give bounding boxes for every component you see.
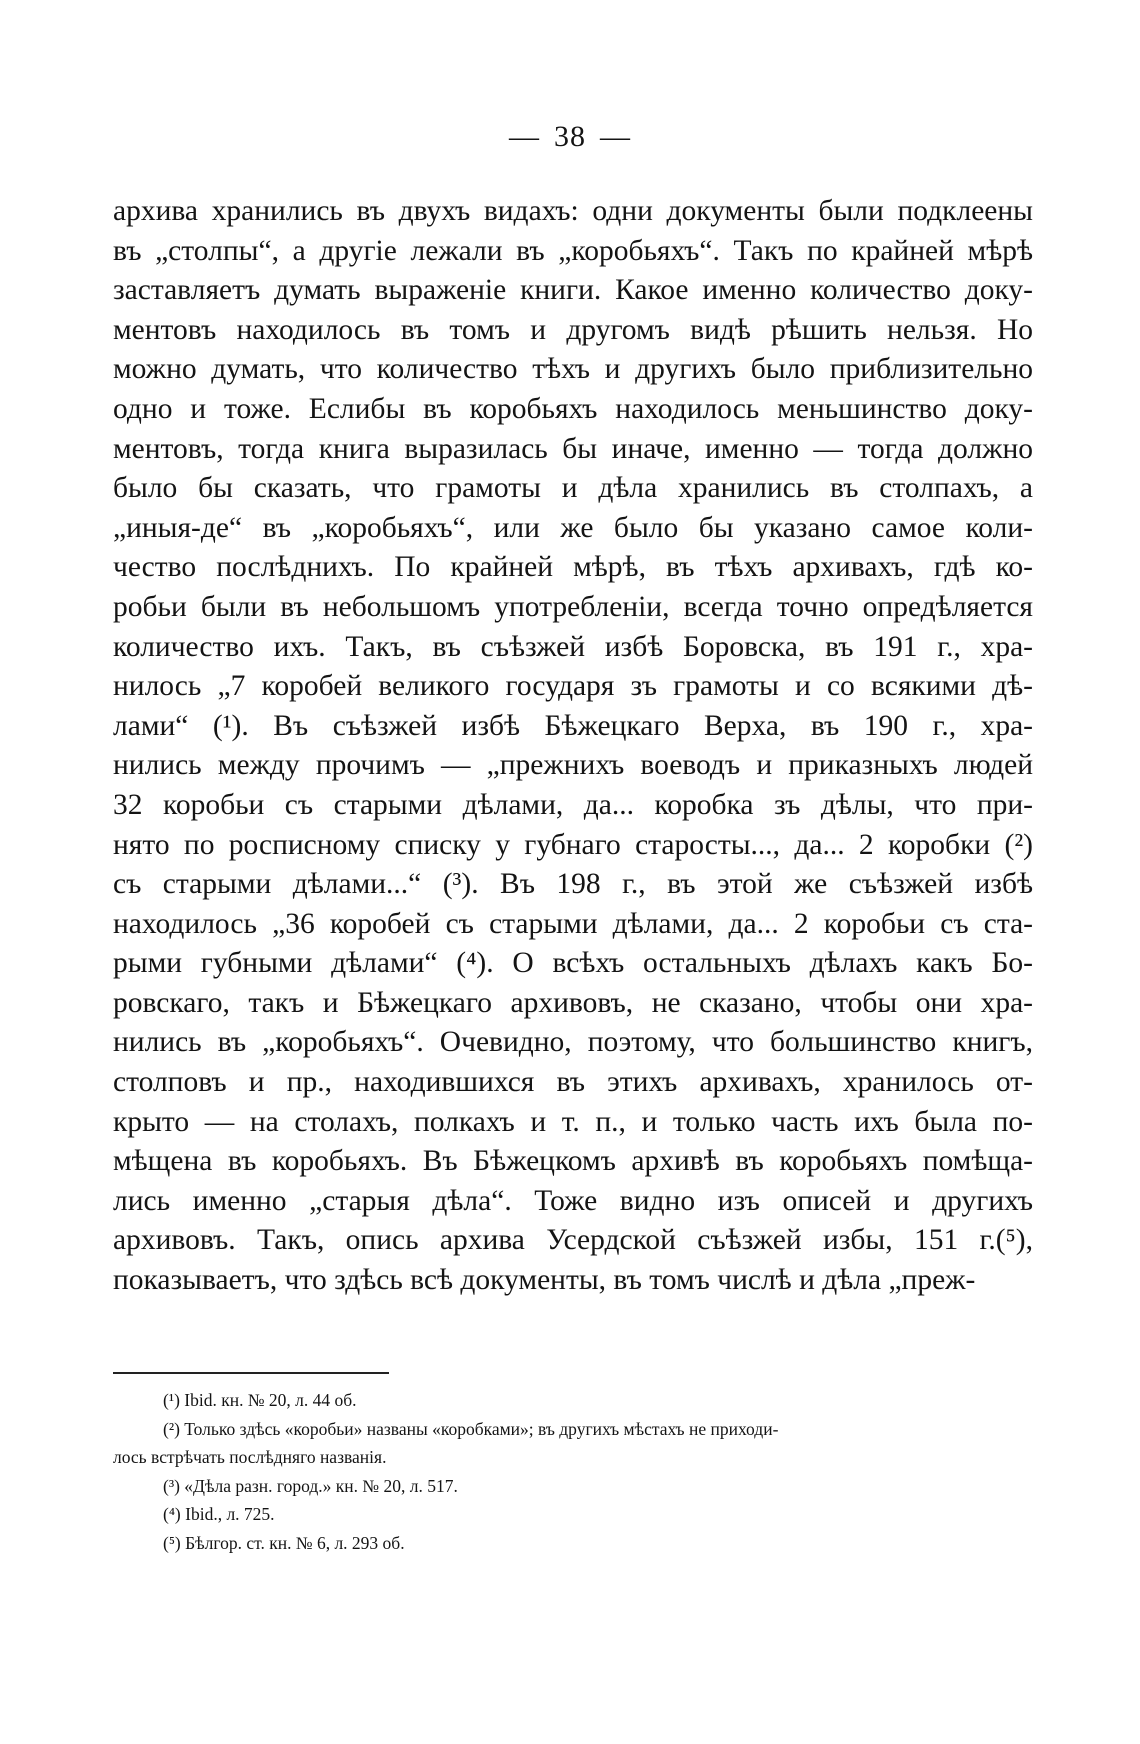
header-dash-left: — <box>509 120 540 153</box>
body-line: нилось „7 коробей великого государя зъ грамоты и со всякими дѣ- <box>113 670 1033 703</box>
body-line: нились въ „коробьяхъ“. Очевидно, поэтому, что большинство книгъ, <box>113 1026 1033 1059</box>
body-line: архивовъ. Такъ, опись архива Усердской съѣзжей избы, 151 г.(⁵), <box>113 1224 1033 1257</box>
footnote-2: (²) Только здѣсь «коробьи» названы «коробками»; въ другихъ мѣстахъ не приходи- <box>163 1418 779 1439</box>
body-line: мѣщена въ коробьяхъ. Въ Бѣжецкомъ архивѣ въ коробьяхъ помѣща- <box>113 1145 1033 1178</box>
body-line: ровскаго, такъ и Бѣжецкаго архивовъ, не сказано, чтобы они хра- <box>113 986 1033 1019</box>
body-line: въ „столпы“, а другіе лежали въ „коробьяхъ“. Такъ по крайней мѣрѣ <box>113 234 1033 267</box>
body-line: нились между прочимъ — „прежнихъ воеводъ и приказныхъ людей <box>113 749 1033 782</box>
body-line: „иныя-де“ въ „коробьяхъ“, или же было бы указано самое коли- <box>113 511 1033 544</box>
body-line: чество послѣднихъ. По крайней мѣрѣ, въ тѣхъ архивахъ, гдѣ ко- <box>113 551 1033 584</box>
body-line: лись именно „старыя дѣла“. Тоже видно изъ описей и другихъ <box>113 1184 1033 1217</box>
body-line: столповъ и пр., находившихся въ этихъ архивахъ, хранилось от- <box>113 1066 1033 1099</box>
header-dash-right: — <box>600 120 631 153</box>
footnotes <box>113 1386 1033 1558</box>
body-line: съ старыми дѣлами...“ (³). Въ 198 г., въ этой же съѣзжей избѣ <box>113 868 1033 901</box>
body-line: робьи были въ небольшомъ употребленіи, всегда точно опредѣляется <box>113 590 1033 623</box>
body-line-last: показываетъ, что здѣсь всѣ документы, въ томъ числѣ и дѣла „преж- <box>113 1264 976 1297</box>
body-line: можно думать, что количество тѣхъ и другихъ было приблизительно <box>113 353 1033 386</box>
body-line: заставляетъ думать выраженіе книги. Какое именно количество доку- <box>113 274 1033 307</box>
body-line: находилось „36 коробей съ старыми дѣлами, да... 2 коробьи съ ста- <box>113 907 1033 940</box>
page-number: 38 <box>554 120 586 153</box>
footnote-4: (⁴) Ibid., л. 725. <box>163 1504 275 1525</box>
body-line: ментовъ, тогда книга выразилась бы иначе, именно — тогда должно <box>113 432 1033 465</box>
body-line: нято по росписному списку у губнаго старосты..., да... 2 коробки (²) <box>113 828 1033 861</box>
body-line: одно и тоже. Еслибы въ коробьяхъ находилось меньшинство доку- <box>113 392 1033 425</box>
footnote-5: (⁵) Бѣлгор. ст. кн. № 6, л. 293 об. <box>163 1532 405 1553</box>
body-line: было бы сказать, что грамоты и дѣла хранились въ столпахъ, а <box>113 472 1033 505</box>
body-text <box>113 192 1033 1301</box>
footnote-2-continuation: лось встрѣчать послѣдняго названія. <box>113 1447 387 1468</box>
body-line: крыто — на столахъ, полкахъ и т. п., и только часть ихъ была по- <box>113 1105 1033 1138</box>
body-line: количество ихъ. Такъ, въ съѣзжей избѣ Боровска, въ 191 г., хра- <box>113 630 1033 663</box>
page-header <box>0 120 1140 154</box>
footnote-3: (³) «Дѣла разн. город.» кн. № 20, л. 517. <box>163 1475 458 1496</box>
body-line: ментовъ находилось въ томъ и другомъ видѣ рѣшить нельзя. Но <box>113 313 1033 346</box>
body-line: лами“ (¹). Въ съѣзжей избѣ Бѣжецкаго Верха, въ 190 г., хра- <box>113 709 1033 742</box>
body-line: 32 коробьи съ старыми дѣлами, да... коробка зъ дѣлы, что при- <box>113 788 1033 821</box>
body-line: рыми губными дѣлами“ (⁴). О всѣхъ остальныхъ дѣлахъ какъ Бо- <box>113 947 1033 980</box>
footnote-1: (¹) Ibid. кн. № 20, л. 44 об. <box>163 1390 357 1410</box>
footnote-divider <box>113 1372 389 1374</box>
body-line: архива хранились въ двухъ видахъ: одни документы были подклеены <box>113 195 1033 227</box>
